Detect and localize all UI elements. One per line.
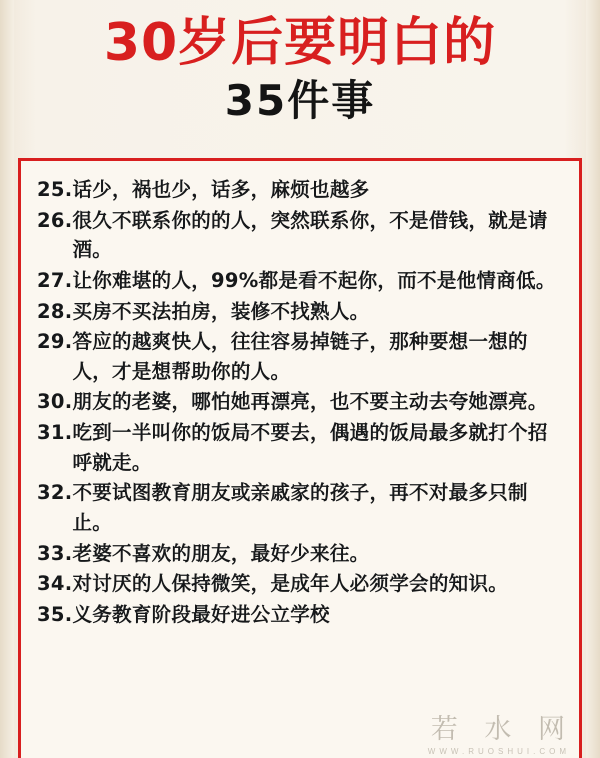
list-item-text: 话少，祸也少，话多，麻烦也越多 [72,178,370,201]
right-page-edge [586,0,600,758]
list-item-number: 32. [37,481,73,505]
list-item [37,478,563,537]
list-item-text: 不要试图教育朋友或亲戚家的孩子，再不对最多只制止。 [72,481,528,534]
list-item-text: 朋友的老婆，哪怕她再漂亮，也不要主动去夸她漂亮。 [72,390,548,414]
list-item-text: 老婆不喜欢的朋友，最好少来往。 [72,541,370,565]
list-item-text: 对讨厌的人保持微笑，是成年人必须学会的知识。 [72,572,509,596]
list-item [37,387,563,417]
list-item-text: 答应的越爽快人，往往容易掉链子，那种要想一想的人，才是想帮助你的人。 [72,330,528,383]
list-item-number: 29. [37,330,73,354]
list-item-number: 26. [37,208,73,232]
title-block [0,0,600,131]
list-item-number: 25. [37,178,73,201]
content-card [18,158,582,758]
list-item-text: 吃到一半叫你的饭局不要去，偶遇的饭局最多就打个招呼就走。 [72,421,548,474]
list-item-text: 让你难堪的人，99%都是看不起你，而不是他情商低。 [72,268,556,292]
left-page-edge [0,0,14,758]
page-title: 30岁后要明白的 [103,13,497,73]
list-item [37,175,563,205]
list-item [37,539,563,569]
list-item-number: 34. [37,572,73,596]
list-item [37,297,563,327]
list-item-number: 31. [37,421,73,444]
advice-list [37,175,563,629]
list-item [37,206,563,265]
list-item-number: 30. [37,390,73,414]
list-item-text: 义务教育阶段最好进公立学校 [72,602,330,626]
list-item-number: 27. [37,268,73,292]
list-item [37,327,563,386]
watermark: 若 水 网 [430,714,574,745]
list-item [37,266,563,296]
watermark-subtext: WWW.RUOSHUI.COM [427,747,570,756]
list-item-number: 33. [37,541,73,565]
list-item [37,600,563,630]
list-item [37,418,563,477]
list-item-text: 很久不联系你的的人，突然联系你，不是借钱，就是请酒。 [72,208,548,262]
list-item-number: 28. [37,299,73,323]
list-item [37,569,563,599]
list-item-number: 35. [37,602,73,626]
list-item-text: 买房不买法拍房，装修不找熟人。 [72,299,370,323]
page-subtitle: 35件事 [224,76,376,126]
